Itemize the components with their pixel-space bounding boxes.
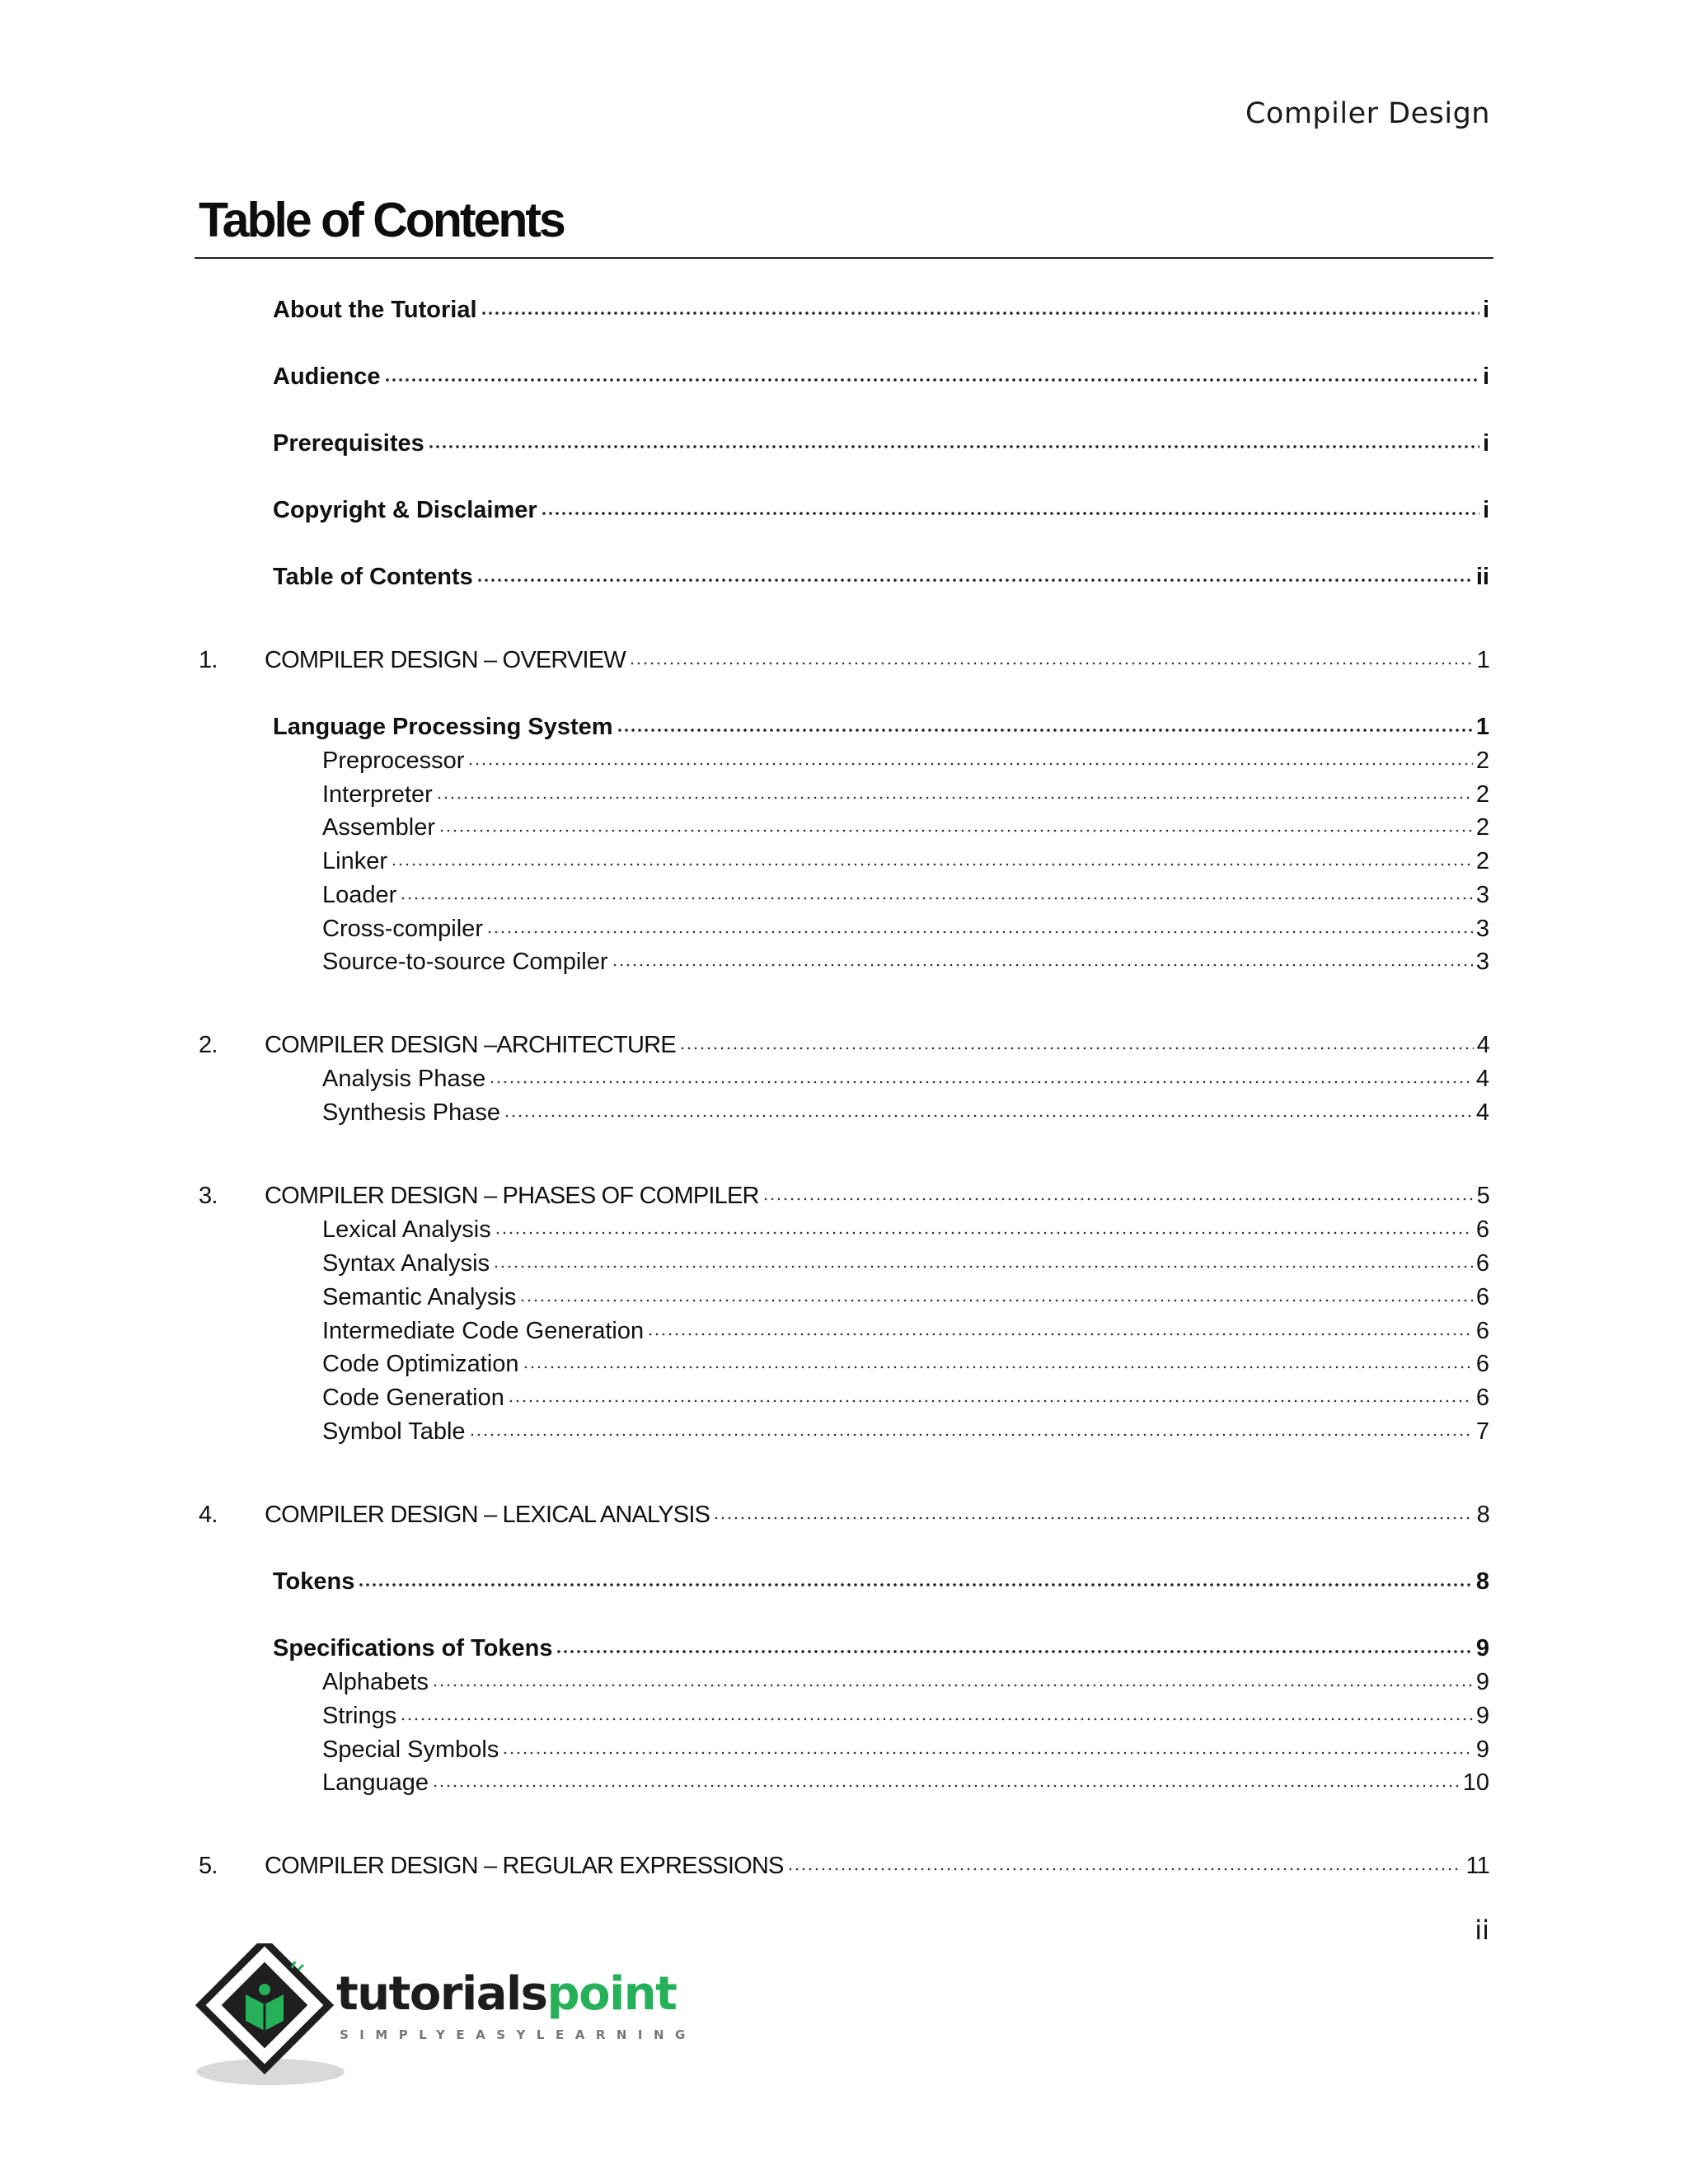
dot-leader: [495, 1231, 1473, 1235]
dot-leader: [519, 1299, 1473, 1302]
toc-entry-page: i: [1482, 297, 1489, 323]
toc-entry-page: i: [1482, 430, 1489, 457]
dot-leader: [432, 1684, 1473, 1687]
toc-entry-title[interactable]: Language Processing System: [273, 714, 613, 740]
toc-entry[interactable]: [0, 1414, 1688, 1449]
toc-entry-page: ii: [1475, 564, 1489, 590]
toc-entry-page: 5: [1476, 1183, 1489, 1209]
toc-entry-page: 2: [1475, 848, 1489, 874]
dot-leader: [481, 312, 1479, 316]
toc-entry-title[interactable]: Intermediate Code Generation: [322, 1318, 645, 1344]
dot-leader: [391, 863, 1473, 866]
toc-entry-page: 4: [1476, 1032, 1489, 1058]
toc-entry-title[interactable]: Analysis Phase: [322, 1066, 486, 1092]
toc-entry[interactable]: [0, 1380, 1688, 1415]
dot-leader: [493, 1265, 1473, 1268]
brand-name-part1: tutorials: [336, 1967, 547, 2021]
toc-entry-page: 6: [1475, 1250, 1489, 1277]
brand-name: [336, 1967, 677, 2021]
toc-entry[interactable]: [0, 1095, 1688, 1130]
toc-entry-title[interactable]: Copyright & Disclaimer: [273, 497, 537, 523]
toc-entry-page: 6: [1475, 1216, 1489, 1243]
toc-entry-title[interactable]: Prerequisites: [273, 430, 424, 457]
toc-entry-title[interactable]: Strings: [322, 1703, 397, 1729]
toc-entry-page: 1: [1475, 714, 1489, 740]
toc-entry-page: 6: [1475, 1284, 1489, 1310]
dot-leader: [400, 1718, 1473, 1721]
dot-leader: [504, 1114, 1473, 1118]
toc-entry[interactable]: [0, 710, 1688, 744]
dot-leader: [469, 1433, 1473, 1436]
dot-leader: [358, 1583, 1472, 1587]
toc-entry-page: 6: [1475, 1318, 1489, 1344]
toc-entry-title[interactable]: COMPILER DESIGN – REGULAR EXPRESSIONS: [265, 1853, 784, 1879]
toc-entry[interactable]: [0, 1280, 1688, 1315]
toc-entry-title[interactable]: Preprocessor: [322, 748, 465, 774]
toc-entry[interactable]: [0, 878, 1688, 912]
toc-entry[interactable]: [0, 1631, 1688, 1666]
dot-leader: [436, 796, 1473, 799]
brand-name-part2: point: [546, 1967, 677, 2021]
toc-entry[interactable]: [0, 560, 1688, 594]
page-number: ii: [1475, 1915, 1489, 1946]
toc-entry-page: 9: [1475, 1635, 1489, 1661]
dot-leader: [647, 1333, 1473, 1336]
toc-entry-page: 3: [1475, 916, 1489, 942]
toc-entry-title[interactable]: Syntax Analysis: [322, 1250, 490, 1277]
dot-leader: [489, 1080, 1473, 1084]
figure-head-icon: [259, 1984, 270, 1995]
dot-leader: [508, 1399, 1473, 1403]
toc-entry-page: 9: [1475, 1703, 1489, 1729]
toc-entry[interactable]: [0, 944, 1688, 979]
dot-leader: [502, 1751, 1472, 1755]
toc-entry-page: 6: [1475, 1351, 1489, 1377]
toc-entry-title[interactable]: Symbol Table: [322, 1418, 466, 1445]
toc-entry-title[interactable]: Source-to-source Compiler: [322, 949, 608, 975]
toc-entry-page: 2: [1475, 748, 1489, 774]
toc-entry-title[interactable]: Tokens: [273, 1568, 355, 1595]
toc-entry[interactable]: [0, 493, 1688, 527]
toc-entry-page: 8: [1476, 1502, 1489, 1528]
toc-entry-title[interactable]: About the Tutorial: [273, 297, 477, 323]
toc-entry[interactable]: [0, 1765, 1688, 1800]
dot-leader: [438, 829, 1473, 832]
dot-leader: [428, 445, 1479, 449]
toc-entry[interactable]: [0, 743, 1688, 778]
toc-entry-page: 6: [1475, 1385, 1489, 1411]
dot-leader: [762, 1197, 1474, 1201]
toc-entry[interactable]: [0, 426, 1688, 461]
toc-entry[interactable]: [0, 643, 1688, 677]
dot-leader: [523, 1366, 1473, 1369]
toc-entry-page: 8: [1475, 1568, 1489, 1595]
toc-entry-title[interactable]: Interpreter: [322, 781, 433, 808]
toc-entry-title[interactable]: Lexical Analysis: [322, 1216, 491, 1243]
toc-entry-title[interactable]: Alphabets: [322, 1669, 429, 1695]
toc-entry[interactable]: [0, 1179, 1688, 1213]
toc-entry[interactable]: [0, 1665, 1688, 1699]
dot-leader: [679, 1047, 1474, 1050]
toc-entry[interactable]: [0, 293, 1688, 327]
toc-entry[interactable]: [0, 912, 1688, 946]
toc-entry-title[interactable]: Language: [322, 1769, 429, 1796]
dot-leader: [617, 729, 1473, 733]
toc-entry[interactable]: [0, 1732, 1688, 1767]
chapter-number: 1.: [199, 647, 218, 673]
toc-entry-title[interactable]: Table of Contents: [273, 564, 473, 590]
page-title: Table of Contents: [199, 193, 564, 247]
toc-entry-title[interactable]: Cross-compiler: [322, 916, 483, 942]
dot-leader: [713, 1516, 1474, 1520]
toc-entry-page: 2: [1475, 814, 1489, 841]
dot-leader: [612, 963, 1473, 967]
toc-entry[interactable]: [0, 844, 1688, 879]
brand-tagline: SIMPLYEASYLEARNING: [340, 2027, 696, 2042]
dot-leader: [432, 1784, 1460, 1788]
toc-entry-title[interactable]: Specifications of Tokens: [273, 1635, 553, 1661]
toc-entry-title[interactable]: COMPILER DESIGN – LEXICAL ANALYSIS: [265, 1502, 710, 1528]
chapter-number: 3.: [199, 1183, 218, 1209]
toc-entry-page: 1: [1476, 647, 1489, 673]
toc-entry[interactable]: [0, 1062, 1688, 1096]
toc-entry-page: 10: [1462, 1769, 1489, 1796]
dot-leader: [787, 1868, 1463, 1871]
dot-leader: [400, 897, 1473, 900]
toc-entry-page: i: [1482, 363, 1489, 390]
toc-entry[interactable]: [0, 1212, 1688, 1247]
toc-entry-page: 11: [1465, 1853, 1489, 1879]
dot-leader: [541, 512, 1479, 516]
toc-entry-page: 9: [1475, 1736, 1489, 1763]
toc-entry-title[interactable]: Audience: [273, 363, 381, 390]
toc-entry-title[interactable]: Special Symbols: [322, 1736, 499, 1763]
toc-entry[interactable]: [0, 1564, 1688, 1599]
toc-entry-title[interactable]: Loader: [322, 882, 397, 908]
toc-entry-page: 4: [1475, 1066, 1489, 1092]
toc-entry[interactable]: [0, 1246, 1688, 1281]
dot-leader: [476, 579, 1473, 583]
chapter-number: 2.: [199, 1032, 218, 1058]
toc-entry[interactable]: [0, 810, 1688, 845]
chapter-number: 4.: [199, 1502, 218, 1528]
dot-leader: [384, 378, 1479, 382]
toc-entry[interactable]: [0, 1347, 1688, 1381]
dot-leader: [629, 662, 1474, 665]
toc-entry-title[interactable]: Synthesis Phase: [322, 1099, 501, 1126]
dot-leader: [556, 1650, 1472, 1654]
toc-entry-page: i: [1482, 497, 1489, 523]
toc-entry[interactable]: [0, 1314, 1688, 1348]
toc-entry[interactable]: [0, 1849, 1688, 1883]
toc-entry-page: 3: [1475, 949, 1489, 975]
toc-entry-page: 7: [1475, 1418, 1489, 1445]
toc-entry-title[interactable]: Linker: [322, 848, 387, 874]
toc-entry-title[interactable]: Assembler: [322, 814, 435, 841]
dot-leader: [467, 762, 1472, 766]
toc-entry[interactable]: [0, 1699, 1688, 1733]
dot-leader: [486, 930, 1473, 934]
toc-entry-page: 2: [1475, 781, 1489, 808]
running-header: Compiler Design: [1245, 97, 1490, 130]
toc-entry-page: 4: [1475, 1099, 1489, 1126]
toc-entry-title[interactable]: Semantic Analysis: [322, 1284, 517, 1310]
chapter-number: 5.: [199, 1853, 218, 1879]
toc-entry[interactable]: [0, 1497, 1688, 1532]
toc-entry-title[interactable]: COMPILER DESIGN – PHASES OF COMPILER: [265, 1183, 759, 1209]
toc-entry[interactable]: [0, 1028, 1688, 1062]
toc-entry[interactable]: [0, 777, 1688, 812]
toc-entry-page: 3: [1475, 882, 1489, 908]
toc-entry[interactable]: [0, 359, 1688, 394]
toc-entry-title[interactable]: COMPILER DESIGN – OVERVIEW: [265, 647, 626, 673]
toc-entry-title[interactable]: Code Optimization: [322, 1351, 519, 1377]
toc-entry-title[interactable]: COMPILER DESIGN –ARCHITECTURE: [265, 1032, 676, 1058]
toc-entry-page: 9: [1475, 1669, 1489, 1695]
toc-entry-title[interactable]: Code Generation: [322, 1385, 504, 1411]
